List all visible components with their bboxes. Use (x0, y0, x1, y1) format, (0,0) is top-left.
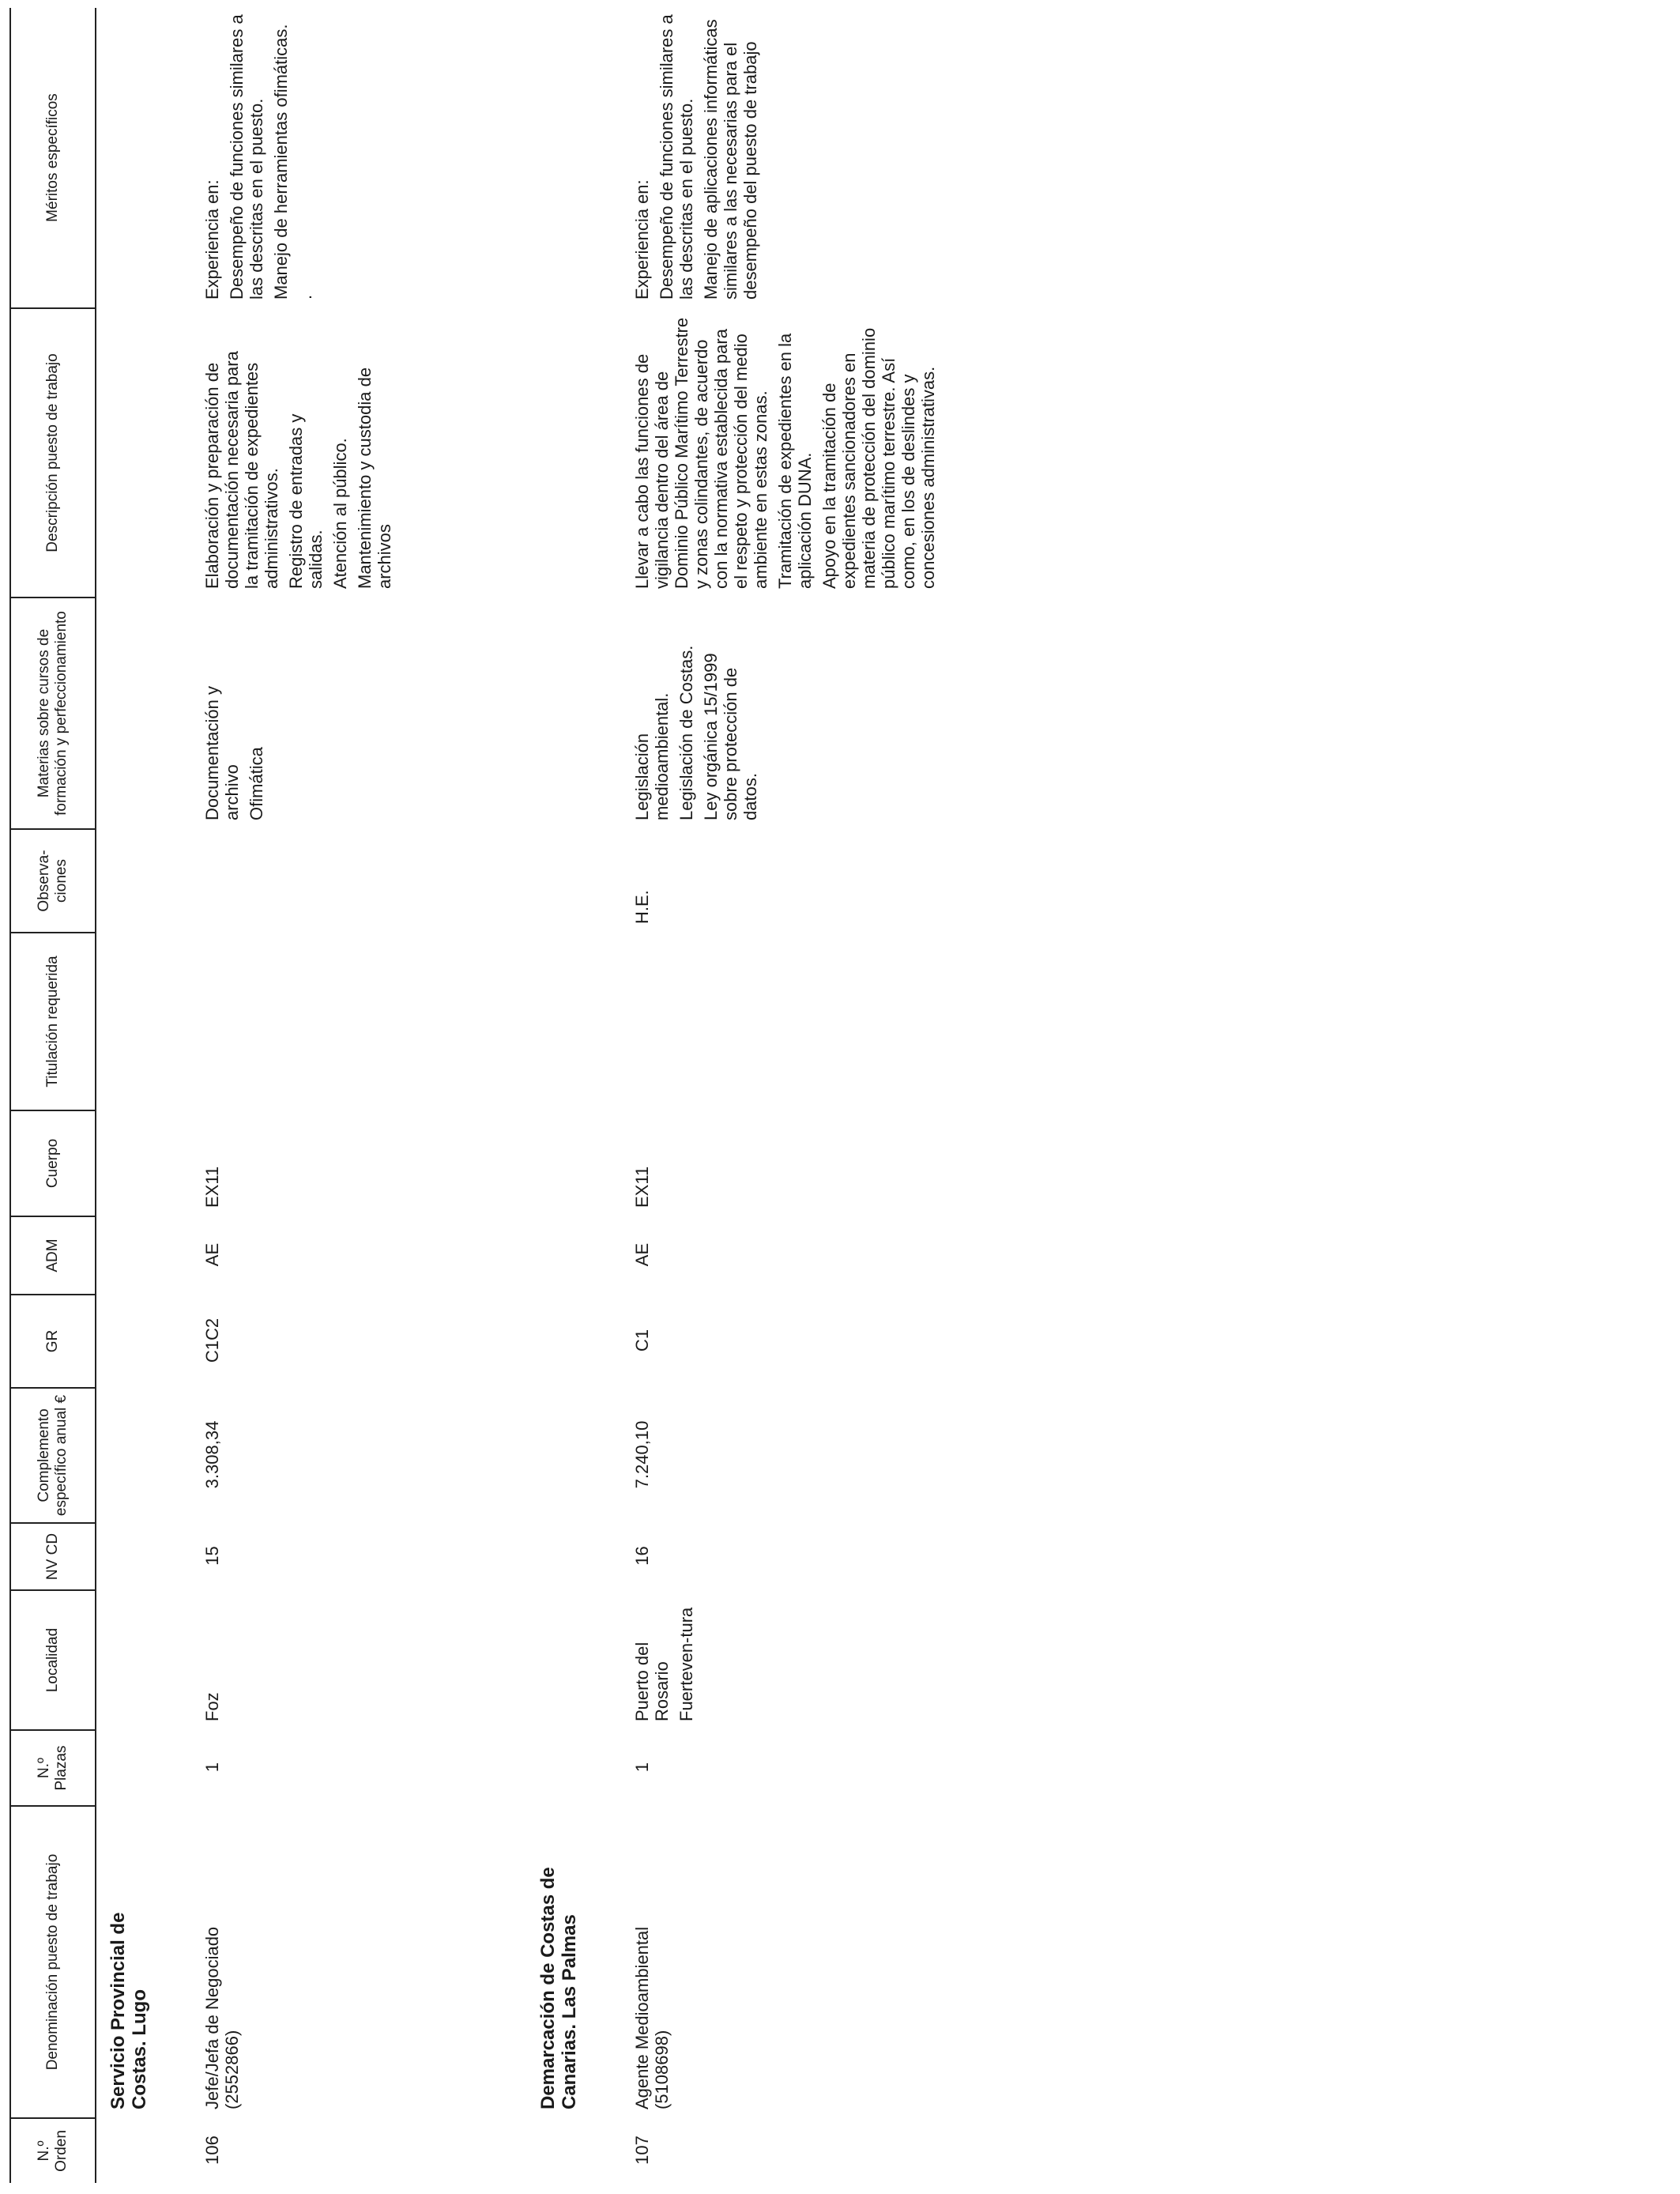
localidad-line: Puerto del Rosario (632, 1642, 672, 1721)
merito-item: Experiencia en: (632, 179, 652, 300)
row-complemento: 3.308,34 (202, 1420, 222, 1489)
merito-item: Desempeño de funciones similares a las descritas en el puesto. (657, 14, 696, 300)
row-materias (202, 639, 266, 828)
materia-item: Ley orgánica 15/1999 sobre protección de datos. (701, 653, 760, 820)
header-descripcion: Descripción puesto de trabajo (44, 353, 61, 552)
descripcion-item: Atención al público. (330, 438, 350, 589)
header-orden: N.º Orden (36, 2130, 70, 2172)
row-adm: AE (632, 1242, 652, 1267)
descripcion-item: Registro de entradas y salidas. (286, 413, 326, 589)
materia-item: Ofimática (247, 747, 266, 820)
localidad-line: Fuerteven-tura (676, 1607, 696, 1721)
row-localidad: Foz (202, 1692, 222, 1721)
section-title: Servicio Provincial de Costas. Lugo (107, 1912, 150, 2109)
row-plazas: 1 (202, 1762, 222, 1773)
materia-item: Legislación de Costas. (676, 645, 696, 820)
row-denominacion: Jefe/Jefa de Negociado (2552866) (202, 1926, 242, 2109)
header-denominacion: Denominación puesto de trabajo (44, 1853, 61, 2071)
materia-item: Legislación medioambiental. (632, 692, 672, 820)
header-complemento: Complemento específico anual € (36, 1394, 70, 1517)
row-cuerpo: EX11 (632, 1166, 652, 1208)
descripcion-item: Apoyo en la tramitación de expedientes sancionadores en materia de protección del dominio público marítimo terrestre. Así como, en los de deslindes y concesiones administrativas. (819, 327, 938, 589)
merito-item: . (296, 294, 315, 300)
header-materias: Materias sobre cursos de formación y perfeccionamiento (36, 611, 70, 816)
header-cuerpo: Cuerpo (44, 1138, 61, 1189)
header-adm: ADM (44, 1238, 61, 1272)
row-grupo: C1 (632, 1329, 652, 1352)
row-meritos (202, 8, 315, 307)
row-complemento: 7.240,10 (632, 1420, 652, 1489)
row-nivel: 15 (202, 1546, 222, 1566)
descripcion-item: Mantenimiento y custodia de archivos (355, 367, 394, 589)
merito-item: Manejo de herramientas ofimáticas. (271, 24, 291, 300)
row-meritos (632, 8, 760, 307)
row-observaciones: H.E. (632, 890, 652, 924)
row-descripcion (632, 309, 938, 597)
descripcion-item: Llevar a cabo las funciones de vigilancia dentro del área de Dominio Público Marítimo Terrestre y zonas colindantes, de acuerdo con la normativa establecida para el respeto y protección del medio ambiente en estas zonas. (632, 317, 770, 589)
materia-item: Documentación y archivo (202, 686, 242, 820)
header-grupo: GR (44, 1329, 61, 1353)
row-adm: AE (202, 1242, 222, 1267)
row-localidad (632, 1591, 696, 1729)
row-orden: 106 (202, 2136, 222, 2165)
descripcion-item: Tramitación de expedientes en la aplicación DUNA. (775, 333, 815, 589)
row-cuerpo: EX11 (202, 1166, 222, 1208)
row-materias (632, 615, 760, 828)
merito-item: Desempeño de funciones similares a las descritas en el puesto. (227, 14, 266, 300)
row-nivel: 16 (632, 1546, 652, 1566)
merito-item: Manejo de aplicaciones informáticas similares a las necesarias para el desempeño del puesto de trabajo (701, 19, 760, 300)
merito-item: Experiencia en: (202, 179, 222, 300)
descripcion-item: Elaboración y preparación de documentación necesaria para la tramitación de expedientes administrativos. (202, 351, 281, 589)
header-titulacion: Titulación requerida (44, 956, 61, 1088)
header-meritos: Méritos específicos (44, 93, 61, 222)
row-orden: 107 (632, 2136, 652, 2165)
header-nivel: NV CD (44, 1532, 61, 1581)
header-localidad: Localidad (44, 1627, 61, 1693)
row-plazas: 1 (632, 1762, 652, 1773)
header-bottom-rule (95, 8, 96, 2183)
row-grupo: C1C2 (202, 1318, 222, 1363)
header-plazas: N.º Plazas (36, 1745, 70, 1791)
row-descripcion (202, 344, 394, 597)
section-title: Demarcación de Costas de Canarias. Las Palmas (537, 1867, 580, 2109)
header-observaciones: Observa-ciones (36, 850, 70, 912)
row-denominacion: Agente Medioambiental (5108698) (632, 1926, 672, 2109)
